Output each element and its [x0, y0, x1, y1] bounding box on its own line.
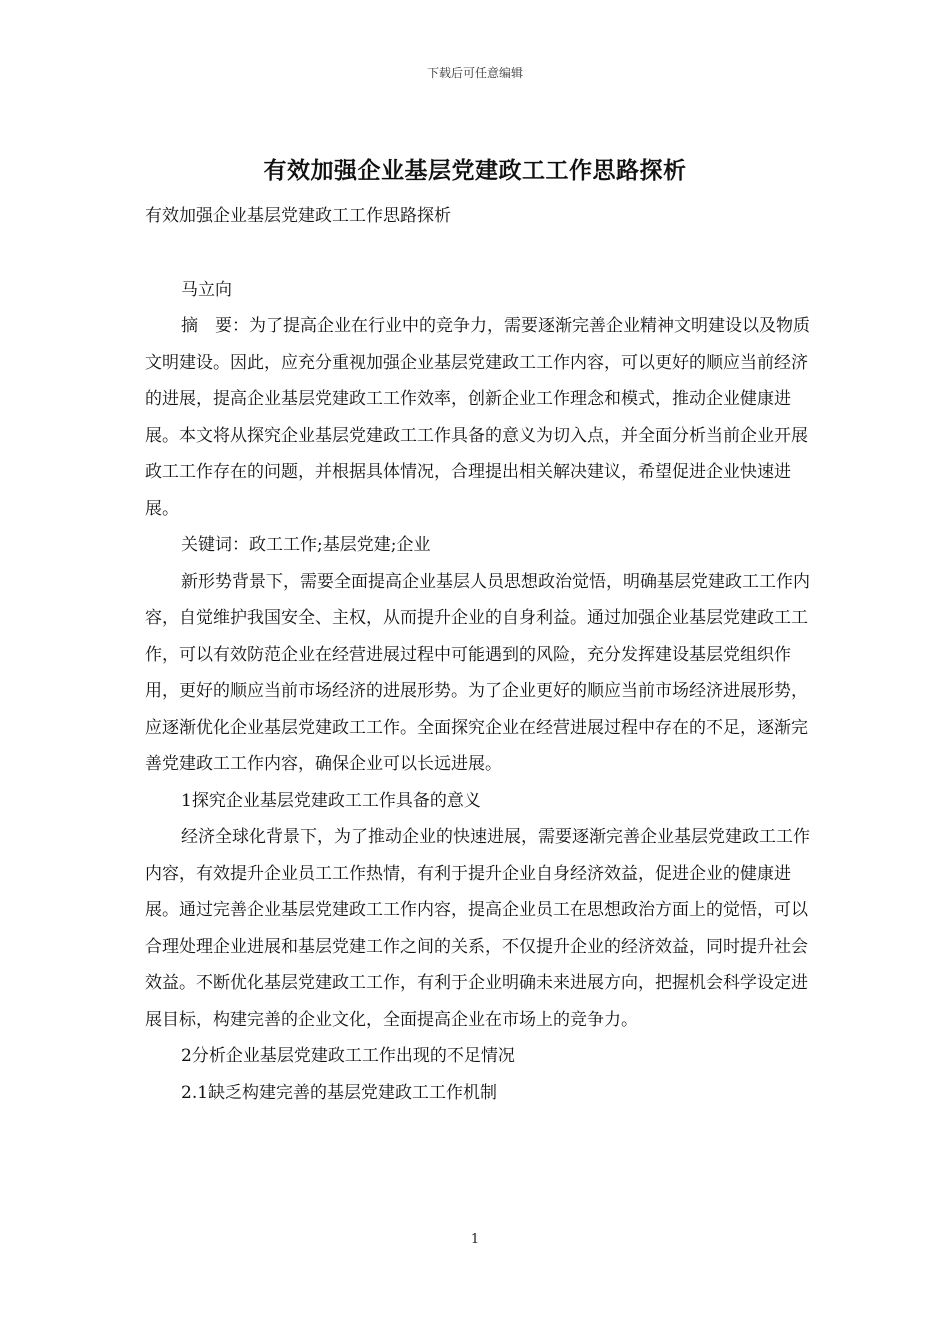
page-number: 1: [470, 1232, 480, 1247]
section-2-1-heading: 2.1缺乏构建完善的基层党建政工工作机制: [181, 1082, 498, 1103]
document-title: 有效加强企业基层党建政工工作思路探析: [263, 157, 687, 184]
author-name: 马立向: [181, 279, 232, 300]
document-body: [145, 198, 810, 1111]
keywords-line: 关键词：政工工作;基层党建;企业: [181, 535, 431, 555]
blank-line: [145, 235, 810, 272]
intro-paragraph: 新形势背景下，需要全面提高企业基层人员思想政治觉悟，明确基层党建政工工作内容，自觉维护我国安全、主权，从而提升企业的自身利益。通过加强企业基层党建政工工作，可以有效防范企业在经营进展过程中可能遇到的风险，充分发挥建设基层党组织作用，更好的顺应当前市场经济的进展形势。为了企业更好的顺应当前市场经济进展形势，应逐渐优化企业基层党建政工工作。全面探究企业在经营进展过程中存在的不足，逐渐完善党建政工工作内容，确保企业可以长远进展。: [145, 571, 810, 774]
page-header-note: 下载后可任意编辑: [426, 66, 523, 80]
document-subtitle: 有效加强企业基层党建政工工作思路探析: [145, 206, 451, 226]
section-1-paragraph: 经济全球化背景下，为了推动企业的快速进展，需要逐渐完善企业基层党建政工工作内容，有效提升企业员工工作热情，有利于提升企业自身经济效益，促进企业的健康进展。通过完善企业基层党建政工工作内容，提高企业员工在思想政治方面上的觉悟，可以合理处理企业进展和基层党建工作之间的关系，不仅提升企业的经济效益，同时提升社会效益。不断优化基层党建政工工作，有利于企业明确未来进展方向，把握机会科学设定进展目标，构建完善的企业文化，全面提高企业在市场上的竞争力。: [145, 827, 810, 1030]
section-2-heading: 2分析企业基层党建政工工作出现的不足情况: [181, 1046, 515, 1066]
abstract-paragraph: 摘 要：为了提高企业在行业中的竞争力，需要逐渐完善企业精神文明建设以及物质文明建设。因此，应充分重视加强企业基层党建政工工作内容，可以更好的顺应当前经济的进展，提高企业基层党建政工工作效率，创新企业工作理念和模式，推动企业健康进展。本文将从探究企业基层党建政工工作具备的意义为切入点，并全面分析当前企业开展政工工作存在的问题，并根据具体情况，合理提出相关解决建议，希望促进企业快速进展。: [145, 316, 810, 519]
section-1-heading: 1探究企业基层党建政工工作具备的意义: [181, 790, 481, 811]
